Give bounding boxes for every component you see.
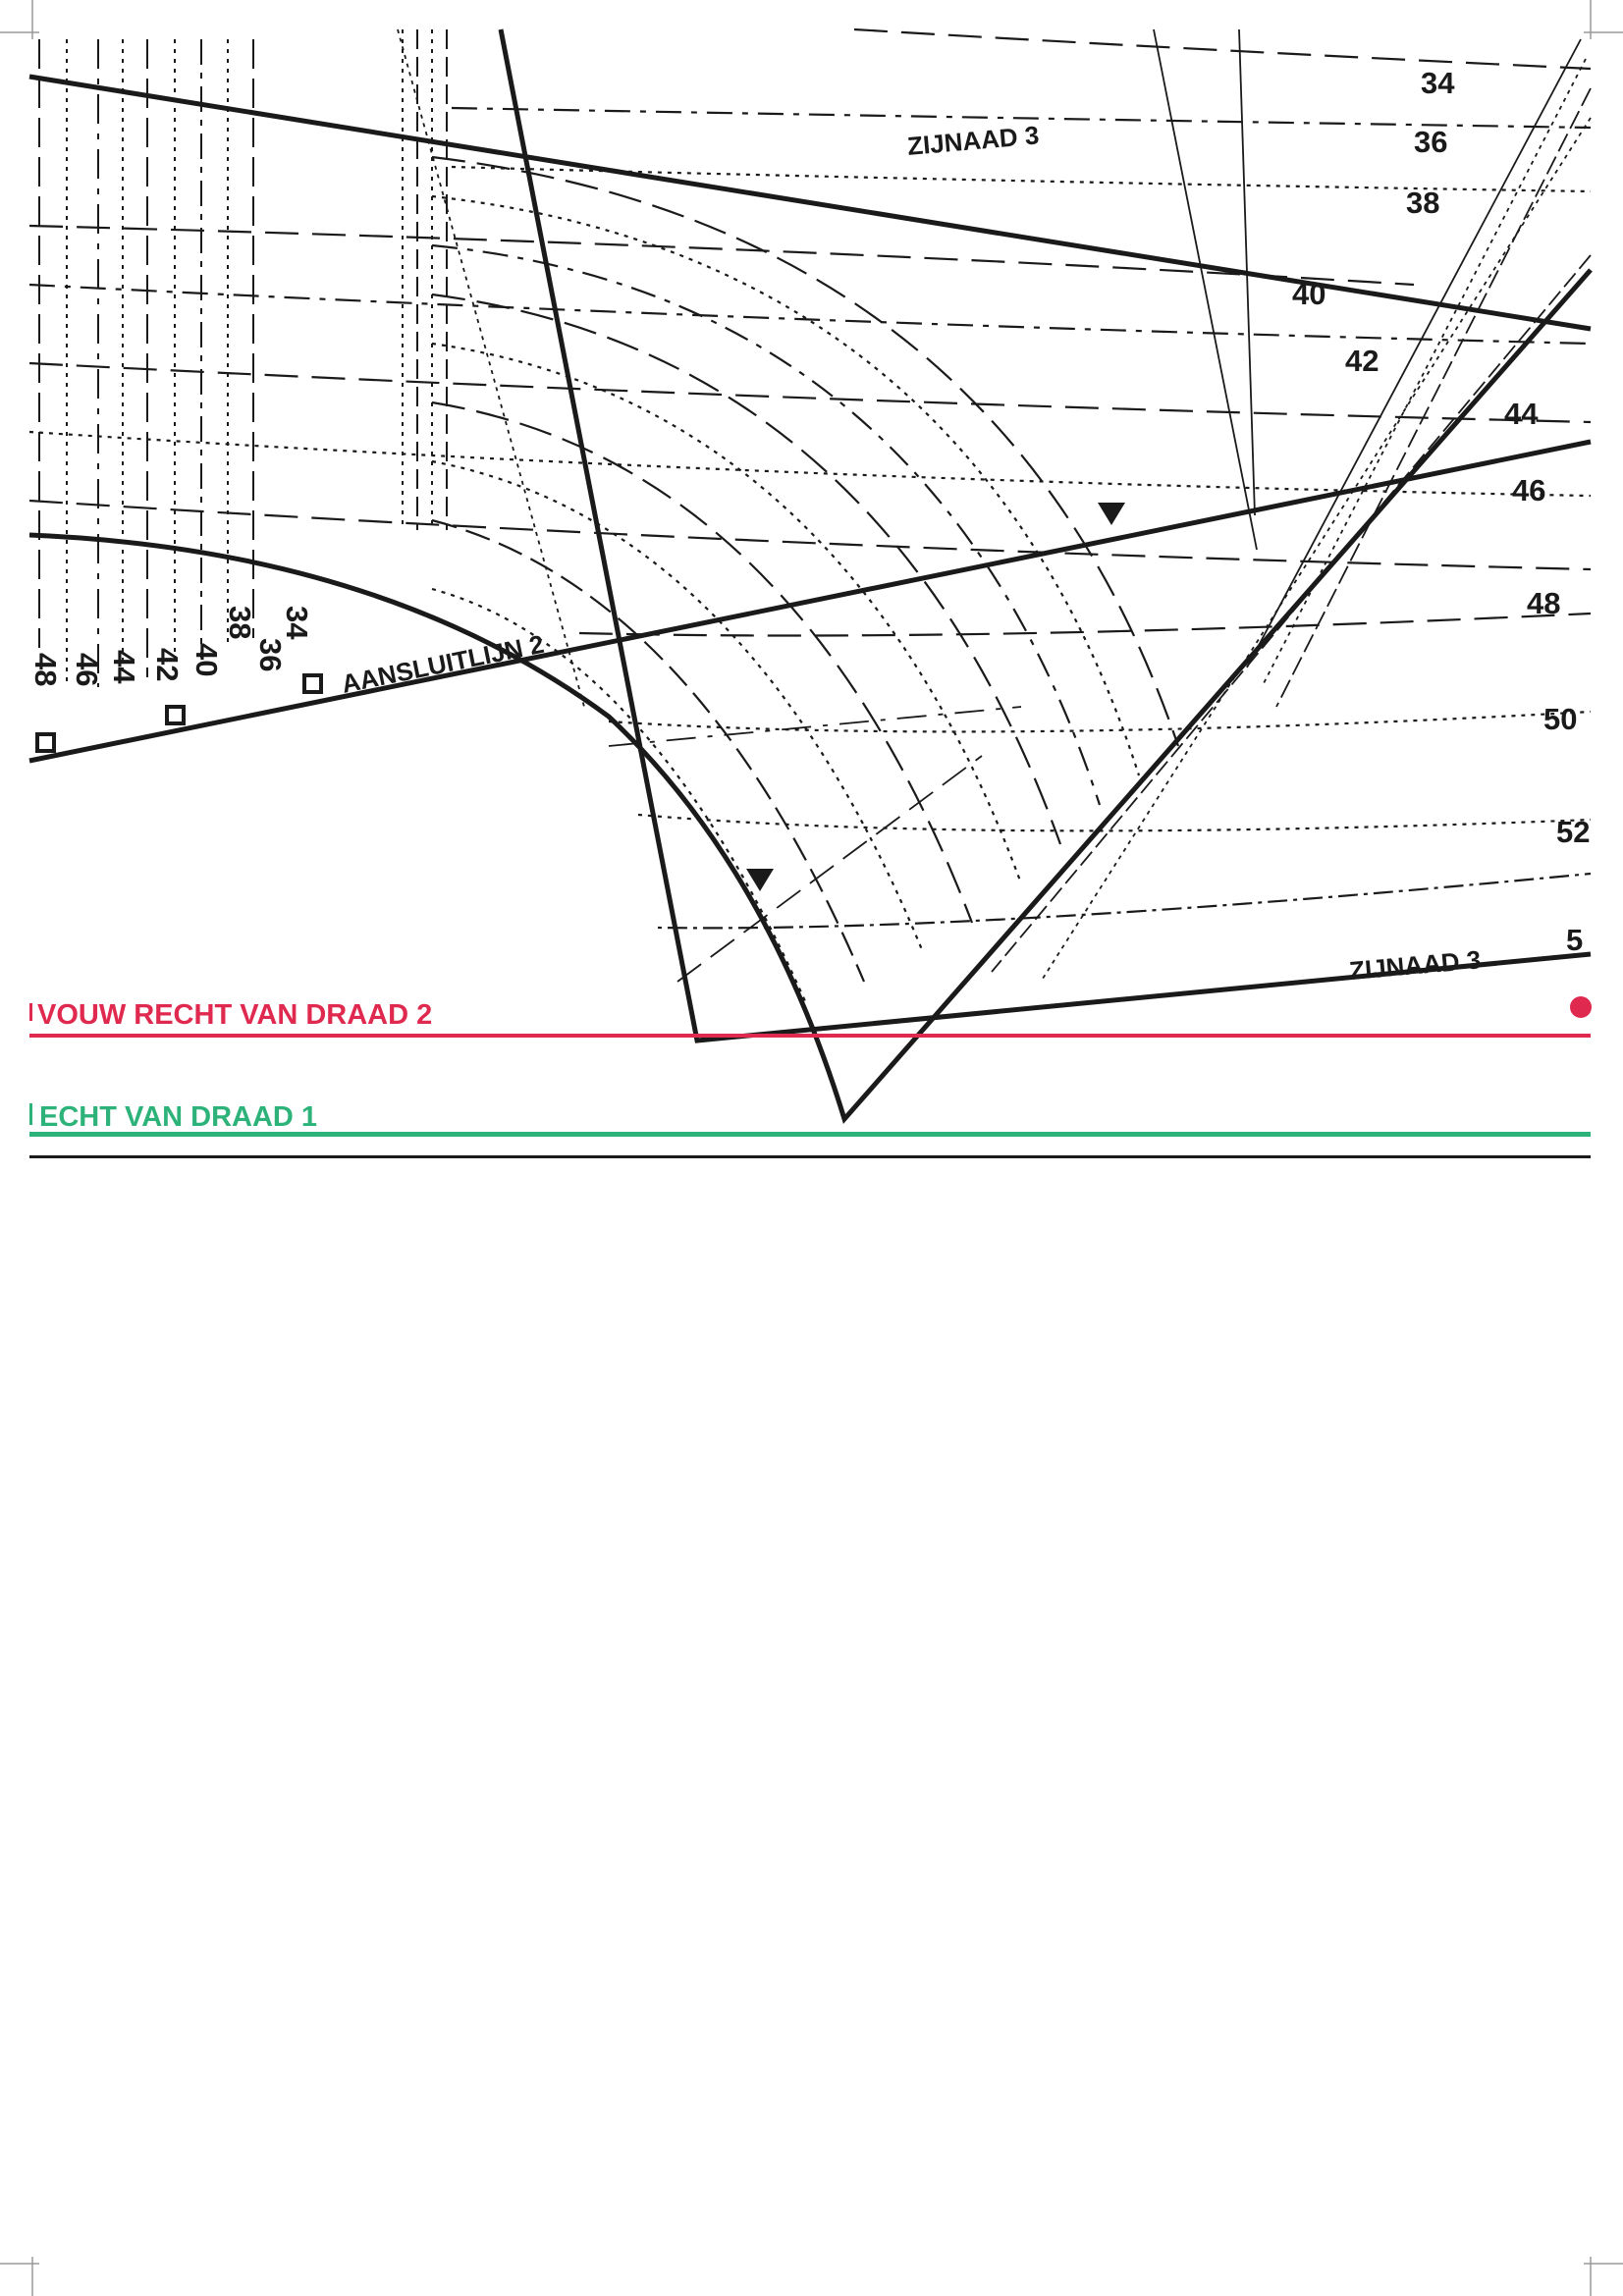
size-label: 34 [280, 606, 314, 640]
size-labels-right [1292, 66, 1590, 957]
size-label: 46 [1512, 473, 1546, 507]
size-label: 38 [1406, 186, 1440, 220]
size-label: 48 [1527, 586, 1561, 620]
armhole-curves [432, 157, 1178, 1001]
size-label: 40 [189, 643, 224, 677]
size-label: 36 [1414, 125, 1448, 159]
size-labels-rotated [28, 606, 314, 686]
square-mark [167, 707, 184, 723]
square-mark [304, 675, 321, 692]
red-dot [1570, 996, 1592, 1018]
triangle-notch [746, 869, 774, 891]
size-label: 42 [150, 648, 185, 682]
guide-lines [398, 29, 1591, 982]
side-seam-label: ZIJNAAD 3 [1347, 944, 1483, 986]
size-label: 42 [1345, 344, 1380, 378]
fold-line-label: VOUW RECHT VAN DRAAD 2 [37, 999, 433, 1031]
size-label: 52 [1556, 815, 1591, 849]
square-mark [37, 734, 54, 751]
size-contour-lines [29, 29, 1591, 928]
size-label: 48 [28, 653, 63, 687]
join-line-label: AANSLUITLIJN 2 [339, 628, 547, 699]
size-label: 36 [253, 638, 288, 672]
size-label: 38 [223, 606, 257, 640]
vertical-size-guides [39, 29, 447, 687]
grain-line-group [29, 1101, 1591, 1137]
fold-label-fragment [29, 1003, 32, 1021]
size-label: 50 [1543, 702, 1578, 736]
square-marks [37, 675, 321, 751]
size-label: 5 [1566, 923, 1584, 957]
size-label: 44 [107, 650, 141, 684]
sheet-border-line [29, 1155, 1591, 1158]
grain-line-label: ECHT VAN DRAAD 1 [39, 1101, 318, 1133]
fold-line [29, 1034, 1591, 1038]
seam-labels [339, 120, 1482, 986]
size-label: 34 [1421, 66, 1455, 100]
grain-line-tick [29, 1103, 32, 1125]
side-seam-label: ZIJNAAD 3 [905, 120, 1041, 161]
size-label: 44 [1504, 397, 1539, 431]
size-label: 40 [1292, 277, 1326, 311]
triangle-notch [1098, 503, 1125, 525]
size-label: 46 [70, 653, 104, 687]
